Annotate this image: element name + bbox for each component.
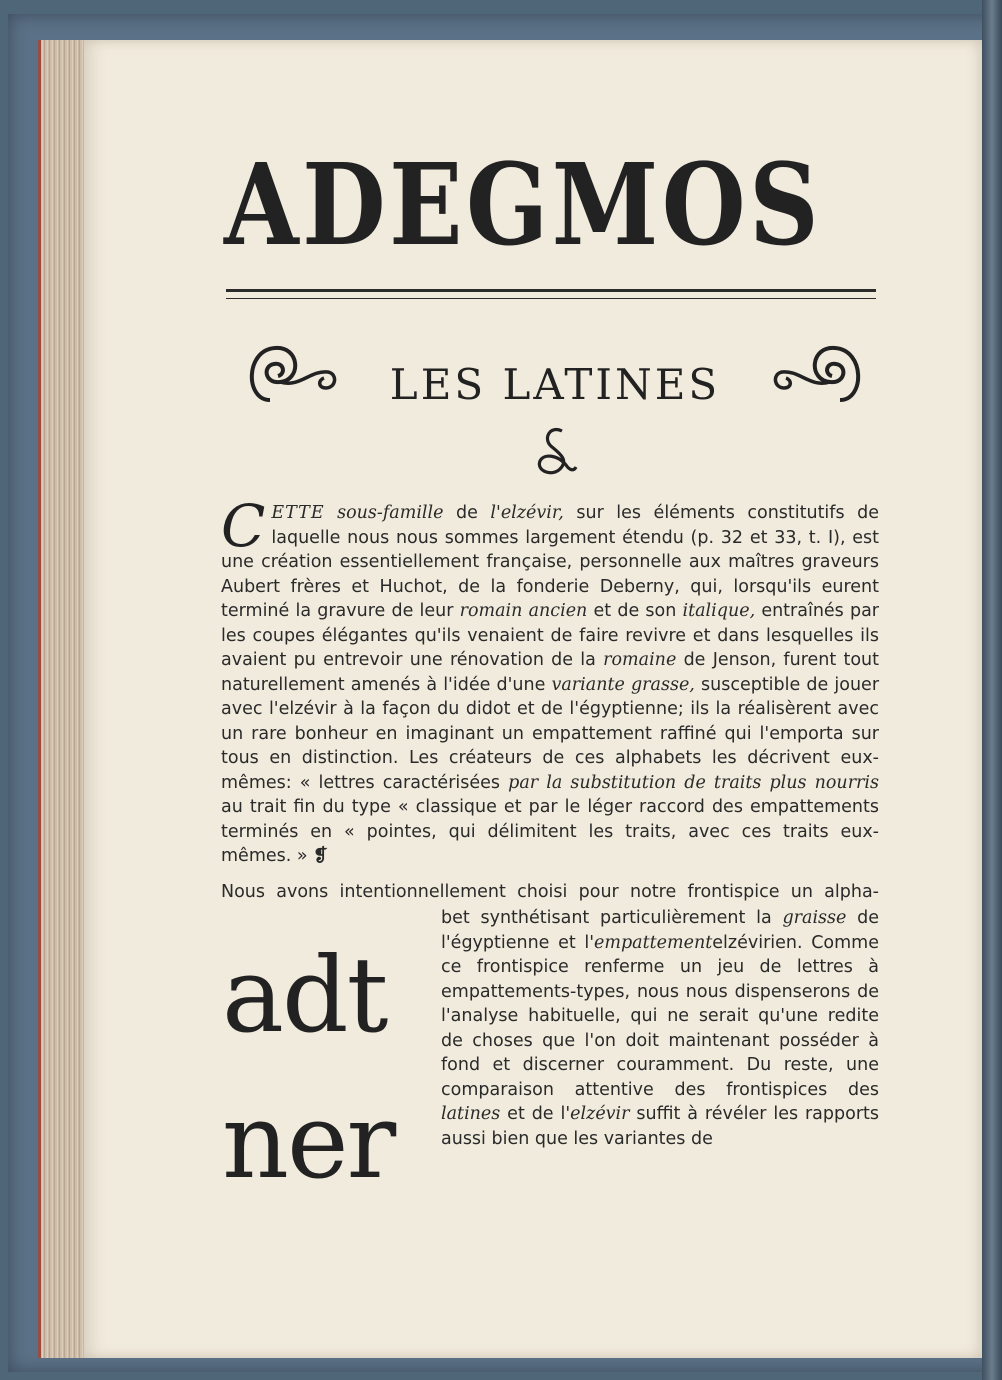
ampersand-ornament-icon [528,425,578,477]
text-run: de Jenson, furent tout naturellement amenés à l'idée d'une [221,650,879,695]
text-run: suffit à révéler les rapports aussi bien que les variantes de [441,1104,879,1149]
subtitle-row [240,330,870,410]
text-run: et de l' [500,1104,571,1124]
italic-text: variante grasse, [551,674,695,695]
italic-text: elzévir [570,1104,630,1124]
italic-text: empattement [594,932,713,953]
italic-text: par la substitution de traits plus nourris [508,772,880,793]
text-run: sur les éléments constitutifs de laquelle nous nous sommes largement étendu (p. 32 et 33, t. I), est une création essentiellement française, personnelle aux maîtres graveurs Aubert frères et Huchot, de la fonderie Deberny, qui, lorsqu'ils eurent terminé la gravure de leur [221,503,879,621]
italic-text: romain ancien [459,601,588,621]
subtitle: LES LATINES [389,360,721,409]
page-title: ADEGMOS [224,140,823,271]
page-edges [38,40,89,1358]
scroll-ornament-right-icon [770,330,870,410]
text-run: bet synthétisant particulièrement la [441,908,783,928]
drop-cap: C [221,492,266,560]
text-run: susceptible de jouer avec l'elzévir à la façon du didot et de l'égyptienne; ils la réalisèrent avec un rare bonheur en imaginant un empattement raffiné qui l'emporta sur tous en distinction. Les créateurs de ces alphabets les décrivent eux-mêmes: « lettres caractérisées [221,674,880,793]
book-spine [982,0,1002,1380]
scroll-ornament-left-icon [240,330,340,410]
text-run: elzévirien. Comme ce frontispice renferme un jeu de lettres à empattements-types, nous nous dispenserons de l'analyse habituelle, qui ne serait qu'une redite de choses que l'on doit maintenant posséder à fond et discerner couramment. Du reste, une comparaison attentive des frontispices des [441,932,879,1100]
title-rule-thick [226,289,876,292]
italic-text: latines [441,1104,501,1124]
type-specimen [222,922,422,1214]
italic-text: graisse [782,908,847,928]
opening-caps: ETTE [271,503,325,523]
body-paragraph [221,492,880,869]
text-run: de [443,503,491,523]
specimen-line-1: adt [222,934,387,1056]
text-run: au trait fin du type « classique et par le léger raccord des empattements terminés en « pointes, qui délimitent les traits, avec ces traits eux-mêmes. » [221,797,879,866]
text-run: et de son [587,601,683,621]
column-paragraph [441,906,879,1151]
title-rule-thin [226,298,876,299]
italic-text: romaine [603,650,677,670]
text-run: de l'égyptienne et l' [441,908,879,953]
paragraph-mark-icon: ❡ [313,846,328,866]
italic-text: l'elzévir, [490,503,564,523]
italic-text: sous-famille [337,503,444,523]
text-run: entraînés par les coupes élégantes qu'ils venaient de faire revivre et dans lesquelles ils avaient pu entrevoir une rénovation de la [221,601,880,670]
italic-text: italique, [682,601,756,621]
specimen-line-2: ner [222,1080,395,1202]
full-width-line: Nous avons intentionnellement choisi pour notre frontispice un alpha- [221,882,879,902]
